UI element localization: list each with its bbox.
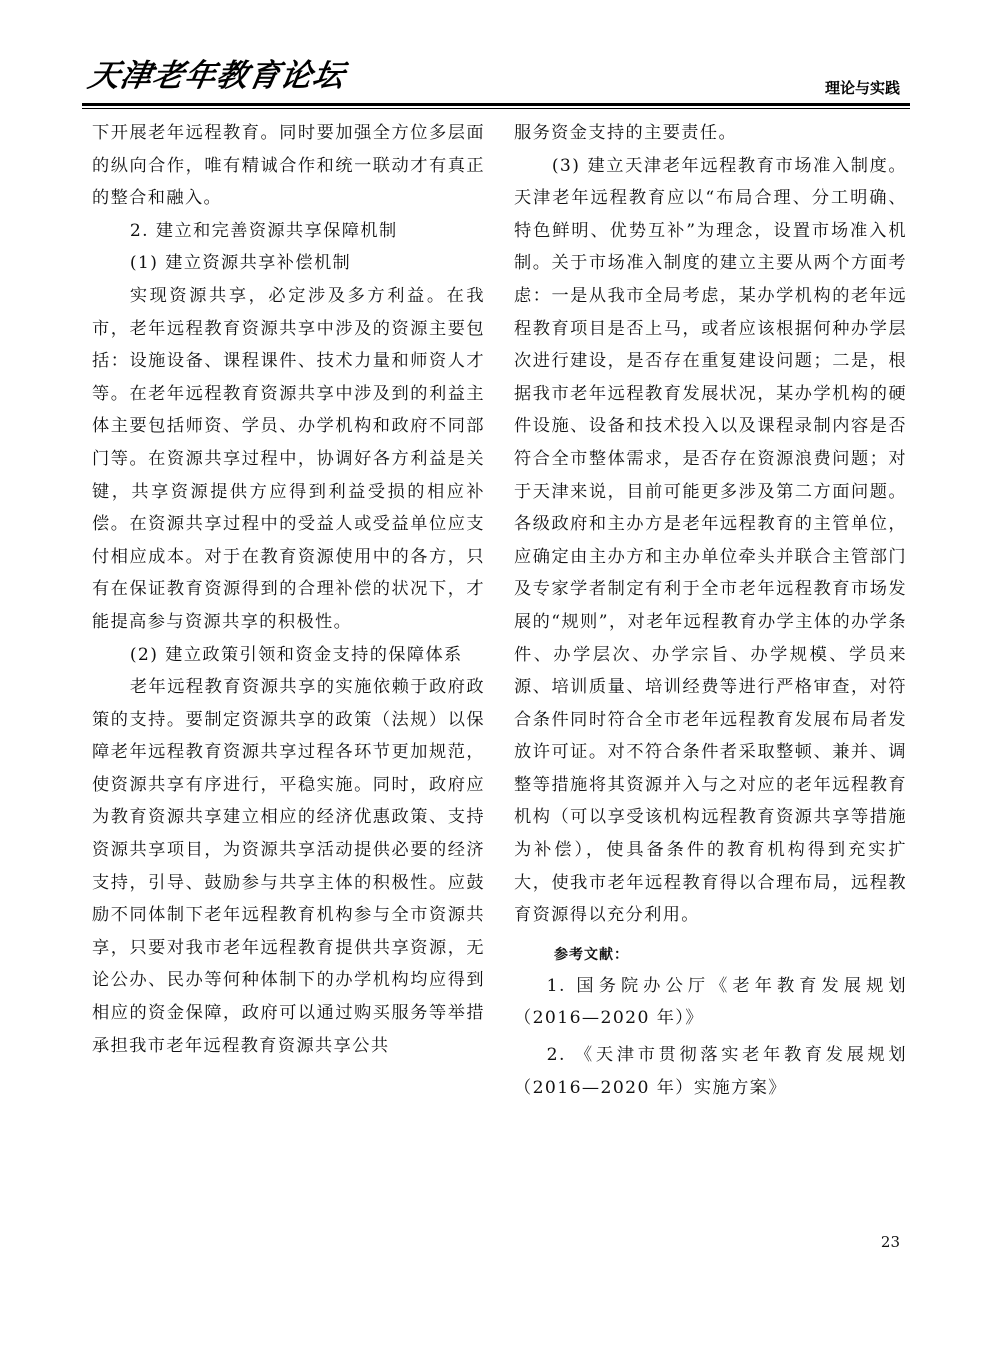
subsection-heading: 2. 建立和完善资源共享保障机制	[129, 220, 398, 241]
subsection-heading: (1) 建立资源共享补偿机制	[129, 253, 352, 274]
reference-item: 2. 《天津市贯彻落实老年教育发展规划（2016—2020 年）实施方案》	[514, 1045, 907, 1098]
subsection-heading: (2) 建立政策引领和资金支持的保障体系	[129, 644, 463, 665]
left-column	[92, 117, 485, 1062]
page-number: 23	[880, 1233, 900, 1251]
body-paragraph: 老年远程教育资源共享的实施依赖于政府政策的支持。要制定资源共享的政策（法规）以保障老年远程教育资源共享过程各环节更加规范，使资源共享有序进行，平稳实施。同时，政府应为教育资源共享建立相应的经济优惠政策、支持资源共享项目，为资源共享活动提供必要的经济支持，引导、鼓励参与共享主体的积极性。应鼓励不同体制下老年远程教育机构参与全市资源共享，只要对我市老年远程教育提供共享资源，无论公办、民办等何种体制下的办学机构均应得到相应的资金保障，政府可以通过购买服务等举措承担我市老年远程教育资源共享公共	[92, 677, 485, 1056]
section-label: 理论与实践	[824, 79, 900, 97]
header-rule-thick	[82, 103, 910, 106]
paragraph-continuation: 下开展老年远程教育。同时要加强全方位多层面的纵向合作，唯有精诚合作和统一联动才有真正的整合和融入。	[92, 123, 485, 209]
journal-logo: 天津老年教育论坛	[85, 58, 348, 94]
references-heading: 参考文献：	[554, 946, 629, 963]
right-column	[514, 117, 907, 1104]
body-paragraph: (3) 建立天津老年远程教育市场准入制度。天津老年远程教育应以“布局合理、分工明确、特色鲜明、优势互补”为理念，设置市场准入机制。关于市场准入制度的建立主要从两个方面考虑：一是从我市全局考虑，某办学机构的老年远程教育项目是否上马，或者应该根据何种办学层次进行建设，是否存在重复建设问题；二是，根据我市老年远程教育发展状况，某办学机构的硬件设施、设备和技术投入以及课程录制内容是否符合全市整体需求，是否存在资源浪费问题；对于天津来说，目前可能更多涉及第二方面问题。各级政府和主办方是老年远程教育的主管单位，应确定由主办方和主办单位牵头并联合主管部门及专家学者制定有利于全市老年远程教育市场发展的“规则”，对老年远程教育办学主体的办学条件、办学层次、办学宗旨、办学规模、学员来源、培训质量、培训经费等进行严格审查，对符合条件同时符合全市老年远程教育发展布局者发放许可证。对不符合条件者采取整顿、兼并、调整等措施将其资源并入与之对应的老年远程教育机构（可以享受该机构远程教育资源共享等措施为补偿），使具备条件的教育机构得到充实扩大，使我市老年远程教育得以合理布局，远程教育资源得以充分利用。	[514, 155, 907, 926]
paragraph-continuation: 服务资金支持的主要责任。	[514, 123, 738, 143]
page-header	[0, 0, 992, 110]
reference-item: 1. 国务院办公厅《老年教育发展规划（2016—2020 年）》	[514, 975, 907, 1029]
body-paragraph: 实现资源共享，必定涉及多方利益。在我市，老年远程教育资源共享中涉及的资源主要包括：设施设备、课程课件、技术力量和师资人才等。在老年远程教育资源共享中涉及到的利益主体主要包括师资、学员、办学机构和政府不同部门等。在资源共享过程中，协调好各方利益是关键，共享资源提供方应得到利益受损的相应补偿。在资源共享过程中的受益人或受益单位应支付相应成本。对于在教育资源使用中的各方，只有在保证教育资源得到的合理补偿的状况下，才能提高参与资源共享的积极性。	[92, 285, 485, 632]
header-rule-thin	[82, 108, 910, 109]
